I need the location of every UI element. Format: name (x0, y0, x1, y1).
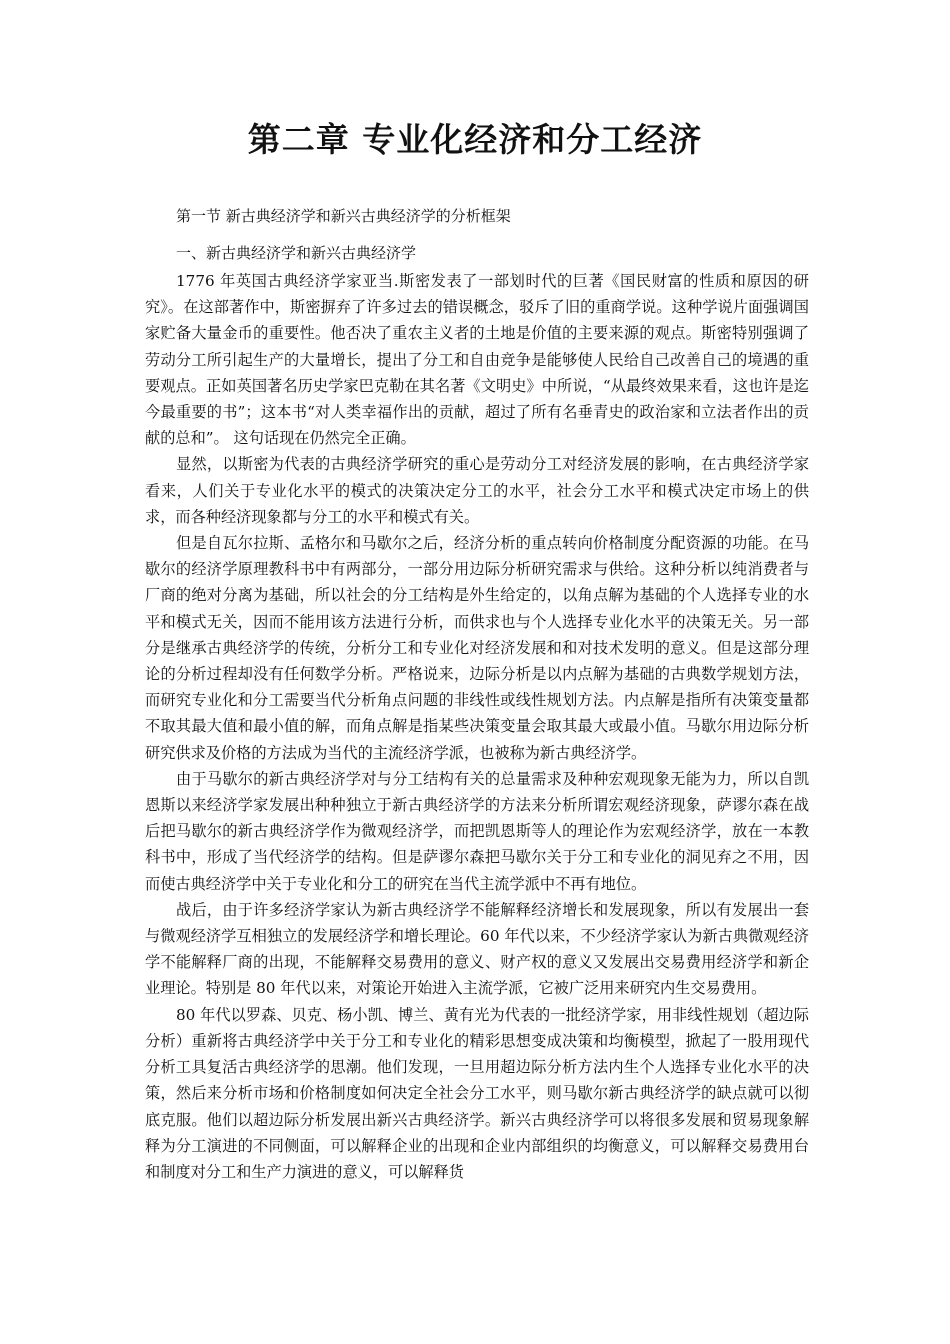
subsection-heading: 一、新古典经济学和新兴古典经济学 (176, 244, 417, 262)
paragraph: 显然，以斯密为代表的古典经济学研究的重心是劳动分工对经济发展的影响，在古典经济学家看来，人们关于专业化水平的模式的决策决定分工的水平，社会分工水平和模式决定市场上的供求，而各种经济现象都与分工的水平和模式有关。 (145, 455, 809, 526)
section-heading: 第一节 新古典经济学和新兴古典经济学的分析框架 (176, 207, 511, 225)
paragraph: 80 年代以罗森、贝克、杨小凯、博兰、黄有光为代表的一批经济学家，用非线性规划（超边际分析）重新将古典经济学中关于分工和专业化的精彩思想变成决策和均衡模型，掀起了一股用现代分析工具复活古典经济学的思潮。他们发现，一旦用超边际分析方法内生个人选择专业化水平的决策，然后来分析市场和价格制度如何决定全社会分工水平，则马歇尔新古典经济学的缺点就可以彻底克服。他们以超边际分析发展出新兴古典经济学。新兴古典经济学可以将很多发展和贸易现象解释为分工演进的不同侧面，可以解释企业的出现和企业内部组织的均衡意义，可以解释交易费用台和制度对分工和生产力演进的意义，可以解释货 (145, 1005, 809, 1181)
paragraph: 战后，由于许多经济学家认为新古典经济学不能解释经济增长和发展现象，所以有发展出一套与微观经济学互相独立的发展经济学和增长理论。60 年代以来，不少经济学家认为新古典微观经济学不能解释厂商的出现，不能解释交易费用的意义、财产权的意义又发展出交易费用经济学和新企业理论。特别是 80 年代以来，对策论开始进入主流学派，它被广泛用来研究内生交易费用。 (145, 900, 809, 998)
paragraph: 1776 年英国古典经济学家亚当.斯密发表了一部划时代的巨著《国民财富的性质和原因的研究》。在这部著作中，斯密摒弃了许多过去的错误概念，驳斥了旧的重商学说。这种学说片面强调国家贮备大量金币的重要性。他否决了重农主义者的土地是价值的主要来源的观点。斯密特别强调了劳动分工所引起生产的大量增长，提出了分工和自由竞争是能够使人民给自己改善自己的境遇的重要观点。正如英国著名历史学家巴克勒在其名著《文明史》中所说，“从最终效果来看，这也许是迄今最重要的书”；这本书“对人类幸福作出的贡献，超过了所有名垂青史的政治家和立法者作出的贡献的总和”。 这句话现在仍然完全正确。 (145, 272, 809, 448)
chapter-title: 第二章 专业化经济和分工经济 (247, 120, 703, 159)
paragraph: 但是自瓦尔拉斯、孟格尔和马歇尔之后，经济分析的重点转向价格制度分配资源的功能。在马歇尔的经济学原理教科书中有两部分，一部分用边际分析研究需求与供给。这种分析以纯消费者与厂商的绝对分离为基础，所以社会的分工结构是外生给定的，以角点解为基础的个人选择专业的水平和模式无关，因而不能用该方法进行分析，而供求也与个人选择专业化水平的决策无关。另一部分是继承古典经济学的传统，分析分工和专业化对经济发展和和对技术发明的意义。但是这部分理论的分析过程却没有任何数学分析。严格说来，边际分析是以内点解为基础的古典数学规划方法，而研究专业化和分工需要当代分析角点问题的非线性或线性规划方法。内点解是指所有决策变量都不取其最大值和最小值的解，而角点解是指某些决策变量会取其最大或最小值。马歇尔用边际分析研究供求及价格的方法成为当代的主流经济学派，也被称为新古典经济学。 (145, 534, 809, 762)
body-text (145, 268, 809, 1185)
paragraph: 由于马歇尔的新古典经济学对与分工结构有关的总量需求及种种宏观现象无能为力，所以自凯恩斯以来经济学家发展出种种独立于新古典经济学的方法来分析所谓宏观经济现象，萨谬尔森在战后把马歇尔的新古典经济学作为微观经济学，而把凯恩斯等人的理论作为宏观经济学，放在一本教科书中，形成了当代经济学的结构。但是萨谬尔森把马歇尔关于分工和专业化的洞见弃之不用，因而使古典经济学中关于专业化和分工的研究在当代主流学派中不再有地位。 (145, 769, 809, 893)
